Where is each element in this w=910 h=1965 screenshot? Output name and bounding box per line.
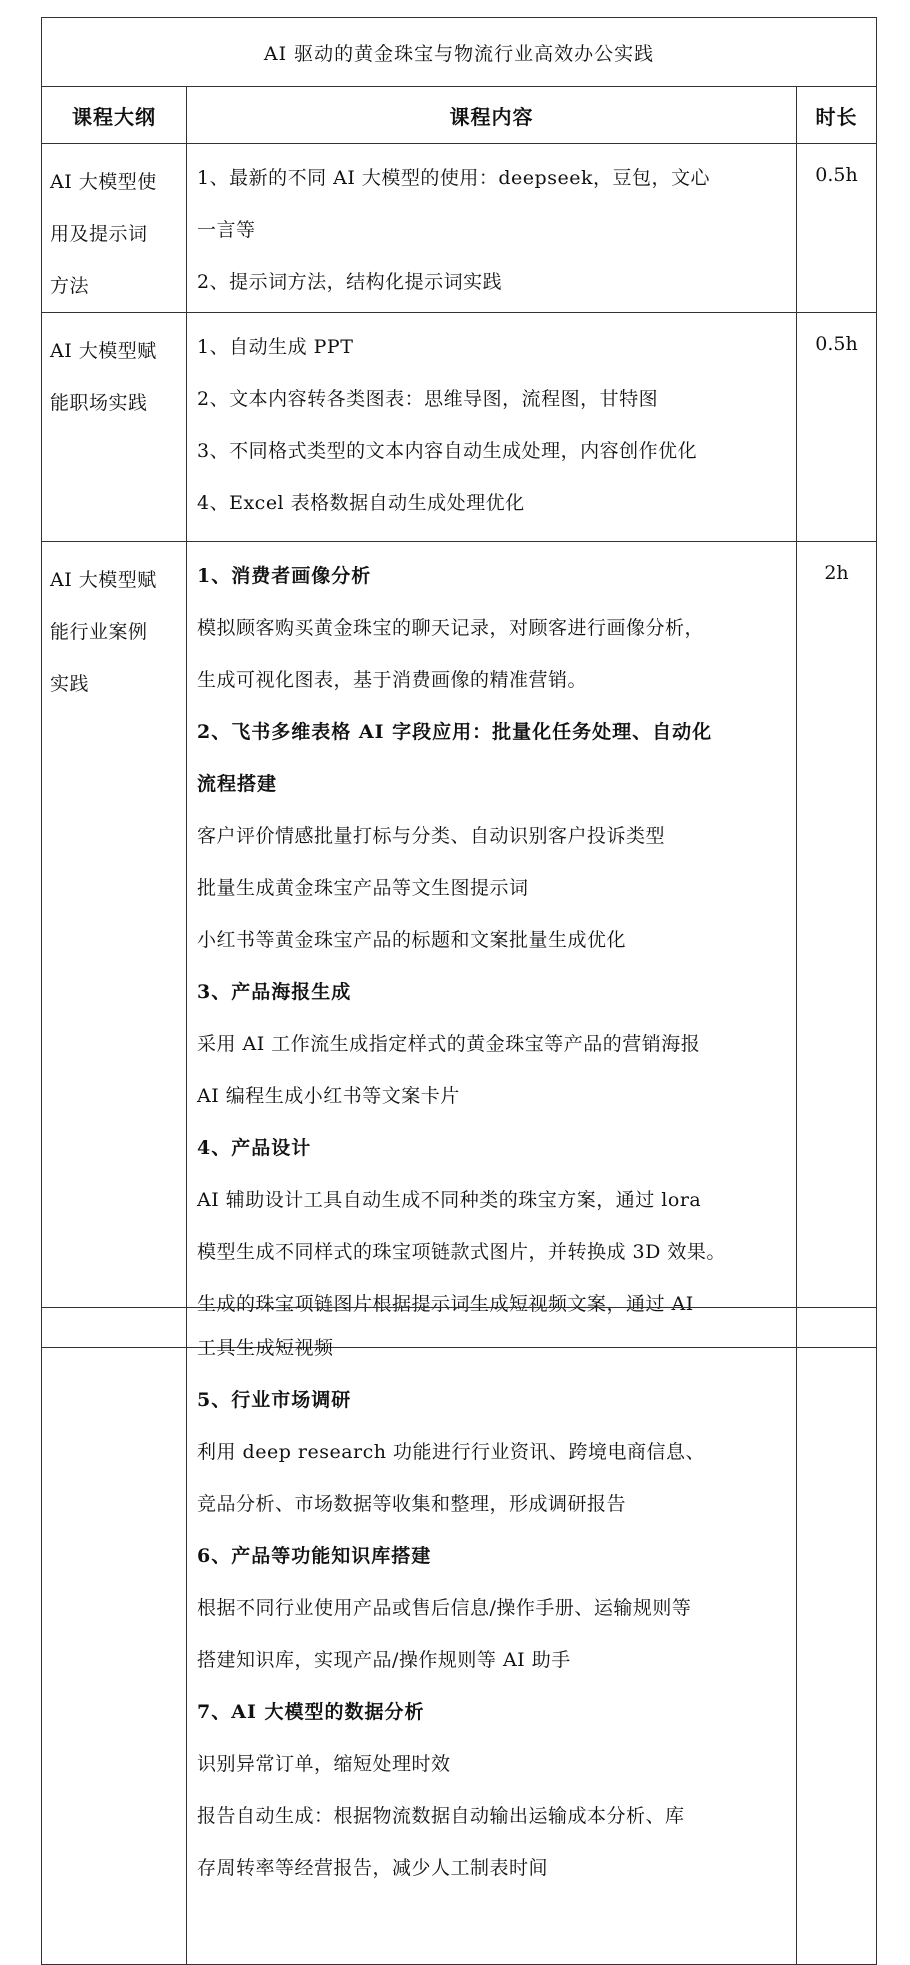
content-line: 客户评价情感批量打标与分类、自动识别客户投诉类型: [197, 825, 666, 847]
content-line: 2、文本内容转各类图表：思维导图，流程图，甘特图: [197, 388, 659, 410]
course-table: [41, 17, 877, 1348]
outline-line: AI 大模型赋: [50, 340, 157, 362]
table-row: [42, 313, 877, 542]
section-heading: 流程搭建: [197, 773, 278, 795]
content-line: 一言等: [197, 219, 256, 241]
content-line: 根据不同行业使用产品或售后信息/操作手册、运输规则等: [197, 1597, 692, 1619]
content-line: 利用 deep research 功能进行行业资讯、跨境电商信息、: [197, 1441, 706, 1463]
outline-line: 能行业案例: [50, 621, 148, 643]
content-line: 竞品分析、市场数据等收集和整理，形成调研报告: [197, 1493, 627, 1515]
content-line: 2、提示词方法，结构化提示词实践: [197, 271, 503, 293]
outline-line: 方法: [50, 275, 90, 297]
table-row: [42, 542, 877, 1348]
header-outline: 课程大纲: [42, 87, 187, 144]
duration-cell: [797, 1308, 877, 1965]
outline-line: 能职场实践: [50, 392, 148, 414]
content-line: 模型生成不同样式的珠宝项链款式图片，并转换成 3D 效果。: [197, 1241, 726, 1263]
section-heading: 5、行业市场调研: [197, 1389, 352, 1411]
outline-line: AI 大模型赋: [50, 569, 157, 591]
content-line: 模拟顾客购买黄金珠宝的聊天记录，对顾客进行画像分析，: [197, 617, 705, 639]
content-line: 批量生成黄金珠宝产品等文生图提示词: [197, 877, 529, 899]
table-row: [42, 1308, 877, 1965]
course-table-continued: [41, 1307, 877, 1965]
outline-cell: [42, 1308, 187, 1965]
duration-cell: 0.5h: [797, 313, 877, 542]
section-heading: 2、飞书多维表格 AI 字段应用：批量化任务处理、自动化: [197, 721, 713, 743]
table-title: AI 驱动的黄金珠宝与物流行业高效办公实践: [42, 18, 877, 87]
section-heading: 7、AI 大模型的数据分析: [197, 1701, 425, 1723]
content-line: 1、自动生成 PPT: [197, 336, 354, 358]
content-line: 识别异常订单，缩短处理时效: [197, 1753, 451, 1775]
duration-cell: 2h: [797, 542, 877, 1348]
content-cell: [187, 1308, 797, 1965]
content-line: 存周转率等经营报告，减少人工制表时间: [197, 1857, 549, 1879]
section-heading: 4、产品设计: [197, 1137, 312, 1159]
section-heading: 1、消费者画像分析: [197, 565, 372, 587]
header-duration: 时长: [797, 87, 877, 144]
outline-cell: [42, 542, 187, 1348]
header-content: 课程内容: [187, 87, 797, 144]
content-line: 生成可视化图表，基于消费画像的精准营销。: [197, 669, 588, 691]
content-line: AI 编程生成小红书等文案卡片: [197, 1085, 460, 1107]
content-line: 工具生成短视频: [197, 1337, 334, 1359]
content-line: 3、不同格式类型的文本内容自动生成处理，内容创作优化: [197, 440, 698, 462]
content-cell: [187, 144, 797, 313]
section-heading: 3、产品海报生成: [197, 981, 352, 1003]
table-row: [42, 144, 877, 313]
duration-cell: 0.5h: [797, 144, 877, 313]
content-line: 4、Excel 表格数据自动生成处理优化: [197, 492, 525, 514]
content-cell: [187, 313, 797, 542]
content-line: 搭建知识库，实现产品/操作规则等 AI 助手: [197, 1649, 571, 1671]
content-line: 小红书等黄金珠宝产品的标题和文案批量生成优化: [197, 929, 627, 951]
content-line: AI 辅助设计工具自动生成不同种类的珠宝方案，通过 lora: [197, 1189, 702, 1211]
content-line: 1、最新的不同 AI 大模型的使用：deepseek，豆包，文心: [197, 167, 710, 189]
content-line: 生成的珠宝项链图片根据提示词生成短视频文案，通过 AI: [197, 1293, 694, 1315]
outline-line: 用及提示词: [50, 223, 148, 245]
outline-cell: [42, 144, 187, 313]
content-line: 采用 AI 工作流生成指定样式的黄金珠宝等产品的营销海报: [197, 1033, 701, 1055]
outline-cell: [42, 313, 187, 542]
content-line: 报告自动生成：根据物流数据自动输出运输成本分析、库: [197, 1805, 685, 1827]
outline-line: AI 大模型使: [50, 171, 157, 193]
section-heading: 6、产品等功能知识库搭建: [197, 1545, 432, 1567]
content-cell: [187, 542, 797, 1348]
outline-line: 实践: [50, 673, 90, 695]
